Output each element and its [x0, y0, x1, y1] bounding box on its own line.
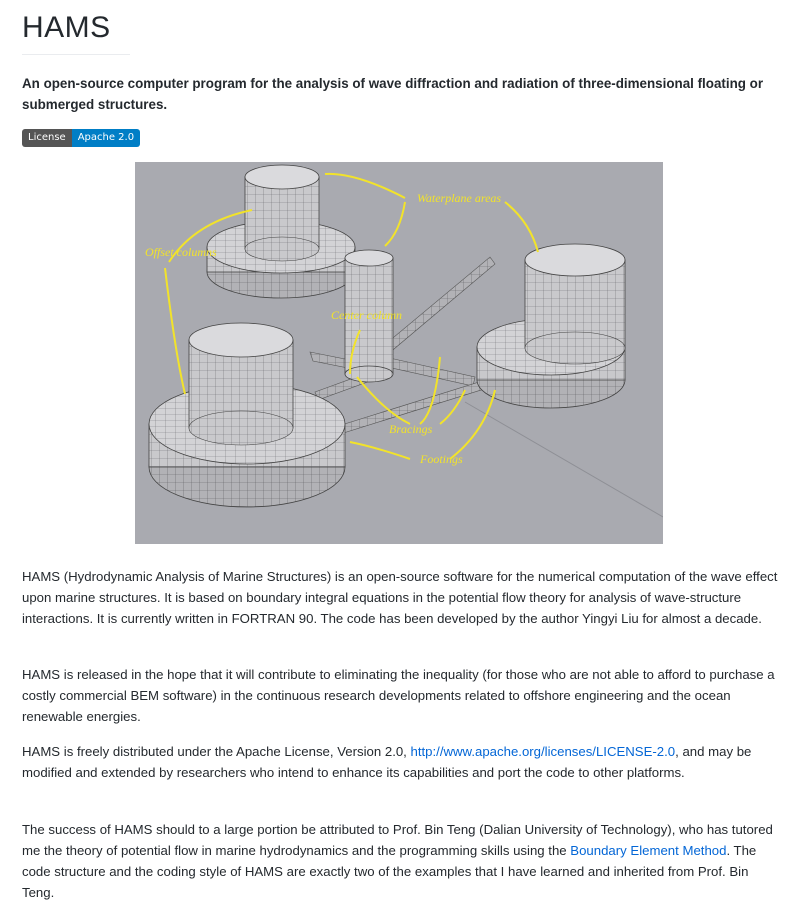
paragraph-acknowledgement — [22, 819, 778, 903]
label-footings: Footings — [420, 452, 463, 466]
platform-figure — [135, 162, 663, 544]
badge-label: License — [22, 129, 72, 147]
ack-text-after: . The code structure and the coding style of HAMS are exactly two of the examples that I have learned and inherited from Prof. Bin Teng. — [22, 843, 757, 900]
readme-page — [0, 0, 798, 147]
license-text-after: , and may be modified and extended by researchers who intend to enhance its capabilities and port the code to other platforms. — [22, 744, 752, 780]
license-badge[interactable] — [22, 129, 140, 147]
label-center-column: Center column — [331, 308, 402, 322]
apache-license-link[interactable]: http://www.apache.org/licenses/LICENSE-2.0 — [410, 744, 676, 759]
page-title: HAMS — [22, 11, 111, 44]
title-divider — [22, 54, 130, 55]
paragraph-motivation: HAMS is released in the hope that it will contribute to eliminating the inequality (for those who are not able to afford to purchase a costly commercial BEM software) in the continuous research developments related to offshore engineering and the ocean renewable energies. — [22, 667, 775, 724]
label-offset-columns: Offset columns — [145, 245, 217, 259]
label-waterplane-areas: Waterplane areas — [417, 191, 502, 205]
bem-link[interactable]: Boundary Element Method — [570, 843, 727, 858]
badge-value: Apache 2.0 — [72, 129, 140, 147]
paragraph-license — [22, 741, 778, 783]
license-text-before: HAMS is freely distributed under the Apache License, Version 2.0, — [22, 744, 411, 759]
label-bracings: Bracings — [389, 422, 433, 436]
paragraph-intro: HAMS (Hydrodynamic Analysis of Marine Structures) is an open-source software for the numerical computation of the wave effect upon marine structures. It is based on boundary integral equations in the potential flow theory for analysis of wave-structure interactions. It is currently written in FORTRAN 90. The code has been developed by the author Yingyi Liu for almost a decade. — [22, 569, 778, 626]
tagline: An open-source computer program for the analysis of wave diffraction and radiation of three-dimensional floating or submerged structures. — [22, 76, 764, 112]
ack-text-before: The success of HAMS should to a large portion be attributed to Prof. Bin Teng (Dalian University of Technology), who has tutored me the theory of potential flow in marine hydrodynamics and the programming skills using the — [22, 822, 773, 858]
semi-submersible-illustration — [135, 162, 663, 544]
